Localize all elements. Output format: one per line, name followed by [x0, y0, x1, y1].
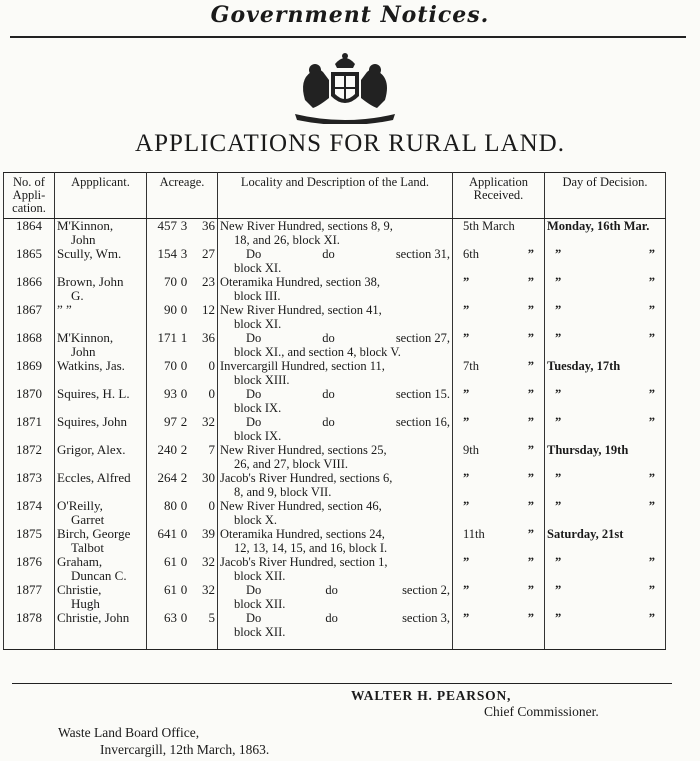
applicant-name-cont: John — [71, 232, 96, 247]
received-ditto: ” — [527, 471, 534, 485]
locality-section: section 2, — [402, 583, 450, 597]
decision-cell — [545, 583, 666, 611]
locality-cell — [218, 499, 453, 527]
acreage-cell — [147, 219, 218, 248]
decision-cell — [545, 219, 666, 248]
table-row — [4, 555, 666, 583]
perches: 5 — [208, 610, 215, 625]
received-ditto: ” — [527, 527, 534, 541]
application-number: 1872 — [4, 443, 55, 471]
locality-section: section 16, — [395, 415, 450, 429]
table-row — [4, 303, 666, 331]
decision-ditto: ” — [648, 303, 655, 317]
decision-day: Tuesday, 17th — [547, 359, 621, 373]
roods: 0 — [180, 554, 188, 569]
locality-cell — [218, 611, 453, 650]
locality-block: block XII. — [234, 625, 286, 639]
locality-cell — [218, 275, 453, 303]
received-ditto: ” — [463, 611, 470, 625]
perches: 0 — [208, 358, 215, 373]
applicant-name-cont: John — [71, 344, 96, 359]
received-ditto: ” — [463, 303, 470, 317]
locality-section: section 27, — [395, 331, 450, 345]
application-number: 1877 — [4, 583, 55, 611]
applicant-name: Eccles, Alfred — [57, 470, 131, 485]
locality-cell — [218, 415, 453, 443]
received-ditto: ” — [527, 583, 534, 597]
application-number: 1873 — [4, 471, 55, 499]
acres: 63 — [164, 610, 177, 625]
decision-cell — [545, 527, 666, 555]
received-date: 5th March — [463, 219, 515, 233]
received-cell — [453, 331, 545, 359]
acres: 171 — [157, 330, 177, 345]
decision-day: Monday, 16th Mar. — [547, 219, 650, 233]
application-number: 1865 — [4, 247, 55, 275]
received-cell — [453, 275, 545, 303]
col-header-acreage: Acreage. — [147, 173, 218, 219]
acreage-cell — [147, 331, 218, 359]
decision-ditto: ” — [648, 499, 655, 513]
roods: 0 — [180, 498, 188, 513]
locality-cell — [218, 219, 453, 248]
applicant-name: Watkins, Jas. — [57, 358, 125, 373]
col-header-applicant: Appplicant. — [55, 173, 147, 219]
page-title: APPLICATIONS FOR RURAL LAND. — [135, 130, 565, 157]
locality-cell — [218, 247, 453, 275]
col-header-locality: Locality and Description of the Land. — [218, 173, 453, 219]
locality-cell — [218, 387, 453, 415]
roods: 0 — [180, 526, 188, 541]
received-ditto: ” — [463, 499, 470, 513]
decision-cell — [545, 331, 666, 359]
royal-coat-of-arms-icon — [289, 50, 401, 124]
locality-block: block XI., and section 4, block V. — [234, 345, 401, 359]
decision-ditto: ” — [648, 583, 655, 597]
signatory-role: Chief Commissioner. — [484, 704, 599, 719]
locality-line-2: block XII. — [234, 569, 286, 583]
received-ditto: ” — [463, 275, 470, 289]
col-header-decision: Day of Decision. — [545, 173, 666, 219]
decision-ditto: ” — [648, 331, 655, 345]
locality-cell — [218, 303, 453, 331]
section-header — [0, 0, 700, 40]
table-row — [4, 359, 666, 387]
received-ditto: ” — [527, 303, 534, 317]
locality-line-1: Oteramika Hundred, section 38, — [220, 275, 381, 289]
col-header-number: No. of Appli-cation. — [4, 173, 55, 219]
applicant-cell — [55, 527, 147, 555]
decision-ditto: ” — [555, 471, 562, 485]
applicant-name: Graham, — [57, 554, 103, 569]
acres: 90 — [164, 302, 177, 317]
application-number: 1866 — [4, 275, 55, 303]
locality-cell — [218, 443, 453, 471]
table-row — [4, 611, 666, 650]
locality-line-2: block XI. — [234, 317, 282, 331]
locality-line-2: block XIII. — [234, 373, 290, 387]
applicant-name-cont: Hugh — [71, 596, 100, 611]
locality-line-2: block III. — [234, 289, 281, 303]
acreage-cell — [147, 303, 218, 331]
applicant-name-cont: Garret — [71, 512, 105, 527]
signatory-name: WALTER H. PEARSON, — [351, 688, 512, 703]
table-row — [4, 387, 666, 415]
decision-cell — [545, 247, 666, 275]
roods: 0 — [180, 274, 188, 289]
decision-ditto: ” — [648, 555, 655, 569]
received-ditto: ” — [527, 331, 534, 345]
received-cell — [453, 359, 545, 387]
decision-ditto: ” — [555, 331, 562, 345]
received-ditto: ” — [527, 247, 534, 261]
locality-line-2: 26, and 27, block VIII. — [234, 457, 348, 471]
locality-line-2: block X. — [234, 513, 278, 527]
acreage-cell — [147, 527, 218, 555]
roods: 3 — [180, 218, 188, 233]
acreage-cell — [147, 359, 218, 387]
table-row — [4, 247, 666, 275]
roods: 0 — [180, 582, 188, 597]
application-number: 1864 — [4, 219, 55, 248]
received-cell — [453, 471, 545, 499]
acres: 457 — [157, 218, 177, 233]
received-ditto: ” — [527, 443, 534, 457]
perches: 27 — [202, 246, 215, 261]
applicant-name: Squires, H. L. — [57, 386, 130, 401]
decision-ditto: ” — [648, 275, 655, 289]
received-cell — [453, 219, 545, 248]
applicant-cell — [55, 303, 147, 331]
decision-ditto: ” — [555, 303, 562, 317]
locality-block: block XII. — [234, 597, 286, 611]
decision-ditto: ” — [555, 387, 562, 401]
locality-cell — [218, 359, 453, 387]
acres: 70 — [164, 274, 177, 289]
received-cell — [453, 555, 545, 583]
perches: 32 — [202, 554, 215, 569]
acres: 154 — [157, 246, 177, 261]
received-cell — [453, 387, 545, 415]
locality-line-1: Oteramika Hundred, sections 24, — [220, 527, 385, 541]
decision-ditto: ” — [555, 275, 562, 289]
application-number: 1871 — [4, 415, 55, 443]
application-number: 1867 — [4, 303, 55, 331]
applicant-name: Birch, George — [57, 526, 131, 541]
perches: 36 — [202, 218, 215, 233]
application-number: 1870 — [4, 387, 55, 415]
decision-ditto: ” — [555, 415, 562, 429]
locality-line-1: Jacob's River Hundred, section 1, — [220, 555, 388, 569]
applicant-cell — [55, 415, 147, 443]
acreage-cell — [147, 583, 218, 611]
locality-cell — [218, 331, 453, 359]
applicant-cell — [55, 471, 147, 499]
perches: 0 — [208, 386, 215, 401]
received-ditto: ” — [527, 275, 534, 289]
acres: 61 — [164, 582, 177, 597]
received-ditto: ” — [463, 415, 470, 429]
locality-block: block IX. — [234, 401, 282, 415]
locality-block: block IX. — [234, 429, 282, 443]
applicant-cell — [55, 247, 147, 275]
acreage-cell — [147, 387, 218, 415]
applicant-cell — [55, 359, 147, 387]
ditto-do: Do — [246, 611, 262, 625]
received-ditto: ” — [527, 415, 534, 429]
locality-line-1: Invercargill Hundred, section 11, — [220, 359, 385, 373]
received-cell — [453, 611, 545, 650]
acres: 80 — [164, 498, 177, 513]
roods: 0 — [180, 386, 188, 401]
perches: 30 — [202, 470, 215, 485]
decision-cell — [545, 387, 666, 415]
applicant-name: Christie, John — [57, 610, 130, 625]
acres: 97 — [164, 414, 177, 429]
perches: 36 — [202, 330, 215, 345]
locality-section: section 3, — [402, 611, 450, 625]
received-date: 9th — [463, 443, 479, 457]
roods: 3 — [180, 246, 188, 261]
decision-ditto: ” — [555, 555, 562, 569]
table-row — [4, 331, 666, 359]
ditto-do: Do — [246, 387, 262, 401]
acres: 93 — [164, 386, 177, 401]
perches: 32 — [202, 414, 215, 429]
office-address — [58, 724, 269, 758]
roods: 1 — [180, 330, 188, 345]
roods: 2 — [180, 414, 188, 429]
locality-line-1: New River Hundred, sections 25, — [220, 443, 387, 457]
locality-line-1: Jacob's River Hundred, sections 6, — [220, 471, 393, 485]
ditto-do-lower: do — [322, 331, 335, 345]
section-title: Government Notices. — [210, 2, 490, 28]
ditto-do: Do — [246, 247, 262, 261]
received-date: 7th — [463, 359, 479, 373]
acreage-cell — [147, 471, 218, 499]
decision-cell — [545, 415, 666, 443]
decision-ditto: ” — [555, 583, 562, 597]
ditto-do-lower: do — [322, 247, 335, 261]
decision-ditto: ” — [648, 471, 655, 485]
perches: 32 — [202, 582, 215, 597]
table-header-row — [4, 173, 666, 219]
ditto-do-lower: do — [322, 415, 335, 429]
roods: 0 — [180, 610, 188, 625]
perches: 0 — [208, 498, 215, 513]
received-ditto: ” — [463, 387, 470, 401]
locality-line-1: New River Hundred, section 46, — [220, 499, 382, 513]
decision-ditto: ” — [648, 415, 655, 429]
received-ditto: ” — [527, 359, 534, 373]
decision-ditto: ” — [648, 611, 655, 625]
applicant-cell — [55, 555, 147, 583]
locality-cell — [218, 583, 453, 611]
applicant-name-cont: G. — [71, 288, 84, 303]
received-date: 11th — [463, 527, 485, 541]
locality-line-1: New River Hundred, section 41, — [220, 303, 382, 317]
acreage-cell — [147, 275, 218, 303]
table-row — [4, 443, 666, 471]
office-line-2: Invercargill, 12th March, 1863. — [100, 742, 270, 757]
ditto-do: Do — [246, 331, 262, 345]
applicant-cell — [55, 219, 147, 248]
received-cell — [453, 499, 545, 527]
applicant-cell — [55, 443, 147, 471]
table-row — [4, 471, 666, 499]
table-row — [4, 219, 666, 248]
locality-line-1: New River Hundred, sections 8, 9, — [220, 219, 393, 233]
acreage-cell — [147, 555, 218, 583]
applicant-name: M'Kinnon, — [57, 330, 114, 345]
ditto-do-lower: do — [325, 583, 338, 597]
decision-day: Thursday, 19th — [547, 443, 629, 457]
applicant-cell — [55, 499, 147, 527]
acreage-cell — [147, 247, 218, 275]
received-ditto: ” — [463, 583, 470, 597]
received-ditto: ” — [463, 331, 470, 345]
acreage-cell — [147, 611, 218, 650]
applicant-cell — [55, 275, 147, 303]
applicant-name: Brown, John — [57, 274, 124, 289]
applicant-name: Squires, John — [57, 414, 128, 429]
received-ditto: ” — [463, 471, 470, 485]
applicant-cell — [55, 331, 147, 359]
acreage-cell — [147, 415, 218, 443]
ditto-do: Do — [246, 583, 262, 597]
applicant-name: O'Reilly, — [57, 498, 103, 513]
applicant-name: Christie, — [57, 582, 102, 597]
decision-cell — [545, 499, 666, 527]
applicant-name-cont: Duncan C. — [71, 568, 127, 583]
applications-table — [3, 172, 666, 650]
table-row — [4, 583, 666, 611]
roods: 2 — [180, 442, 188, 457]
decision-ditto: ” — [555, 499, 562, 513]
application-number: 1875 — [4, 527, 55, 555]
perches: 12 — [202, 302, 215, 317]
received-cell — [453, 527, 545, 555]
locality-cell — [218, 555, 453, 583]
perches: 39 — [202, 526, 215, 541]
decision-cell — [545, 443, 666, 471]
acreage-cell — [147, 443, 218, 471]
decision-ditto: ” — [648, 387, 655, 401]
application-number: 1869 — [4, 359, 55, 387]
top-rule — [10, 36, 686, 38]
ditto-do-lower: do — [325, 611, 338, 625]
received-cell — [453, 303, 545, 331]
acres: 70 — [164, 358, 177, 373]
table-row — [4, 275, 666, 303]
received-ditto: ” — [527, 611, 534, 625]
decision-ditto: ” — [555, 611, 562, 625]
locality-section: section 15. — [395, 387, 450, 401]
ditto-do-lower: do — [322, 387, 335, 401]
acres: 61 — [164, 554, 177, 569]
decision-cell — [545, 303, 666, 331]
decision-ditto: ” — [555, 247, 562, 261]
table-row — [4, 415, 666, 443]
decision-cell — [545, 359, 666, 387]
application-number: 1868 — [4, 331, 55, 359]
locality-cell — [218, 527, 453, 555]
ditto-do: Do — [246, 415, 262, 429]
bottom-rule — [12, 683, 672, 684]
decision-cell — [545, 555, 666, 583]
received-cell — [453, 415, 545, 443]
locality-line-2: 8, and 9, block VII. — [234, 485, 332, 499]
acres: 240 — [157, 442, 177, 457]
roods: 0 — [180, 302, 188, 317]
perches: 7 — [208, 442, 215, 457]
roods: 0 — [180, 358, 188, 373]
received-ditto: ” — [527, 499, 534, 513]
perches: 23 — [202, 274, 215, 289]
applicant-name-cont: Talbot — [71, 540, 105, 555]
applicant-cell — [55, 583, 147, 611]
application-number: 1874 — [4, 499, 55, 527]
acres: 264 — [157, 470, 177, 485]
acreage-cell — [147, 499, 218, 527]
roods: 2 — [180, 470, 188, 485]
locality-section: section 31, — [395, 247, 450, 261]
received-ditto: ” — [527, 387, 534, 401]
received-cell — [453, 443, 545, 471]
applicant-cell — [55, 387, 147, 415]
col-header-received: Application Received. — [453, 173, 545, 219]
applicant-name: Grigor, Alex. — [57, 442, 126, 457]
decision-ditto: ” — [648, 247, 655, 261]
acres: 641 — [157, 526, 177, 541]
table-row — [4, 499, 666, 527]
applicant-name: M'Kinnon, — [57, 218, 114, 233]
received-date: 6th — [463, 247, 479, 261]
locality-cell — [218, 471, 453, 499]
decision-cell — [545, 275, 666, 303]
application-number: 1876 — [4, 555, 55, 583]
decision-cell — [545, 471, 666, 499]
decision-day: Saturday, 21st — [547, 527, 624, 541]
received-ditto: ” — [527, 555, 534, 569]
locality-line-2: 12, 13, 14, 15, and 16, block I. — [234, 541, 388, 555]
decision-cell — [545, 611, 666, 650]
locality-block: block XI. — [234, 261, 282, 275]
received-cell — [453, 247, 545, 275]
application-number: 1878 — [4, 611, 55, 650]
applicant-name: Scully, Wm. — [57, 246, 122, 261]
applicant-cell — [55, 611, 147, 650]
table-row — [4, 527, 666, 555]
received-cell — [453, 583, 545, 611]
applicant-name: ” ” — [57, 302, 72, 317]
office-line-1: Waste Land Board Office, — [58, 725, 200, 740]
received-ditto: ” — [463, 555, 470, 569]
locality-line-2: 18, and 26, block XI. — [234, 233, 340, 247]
